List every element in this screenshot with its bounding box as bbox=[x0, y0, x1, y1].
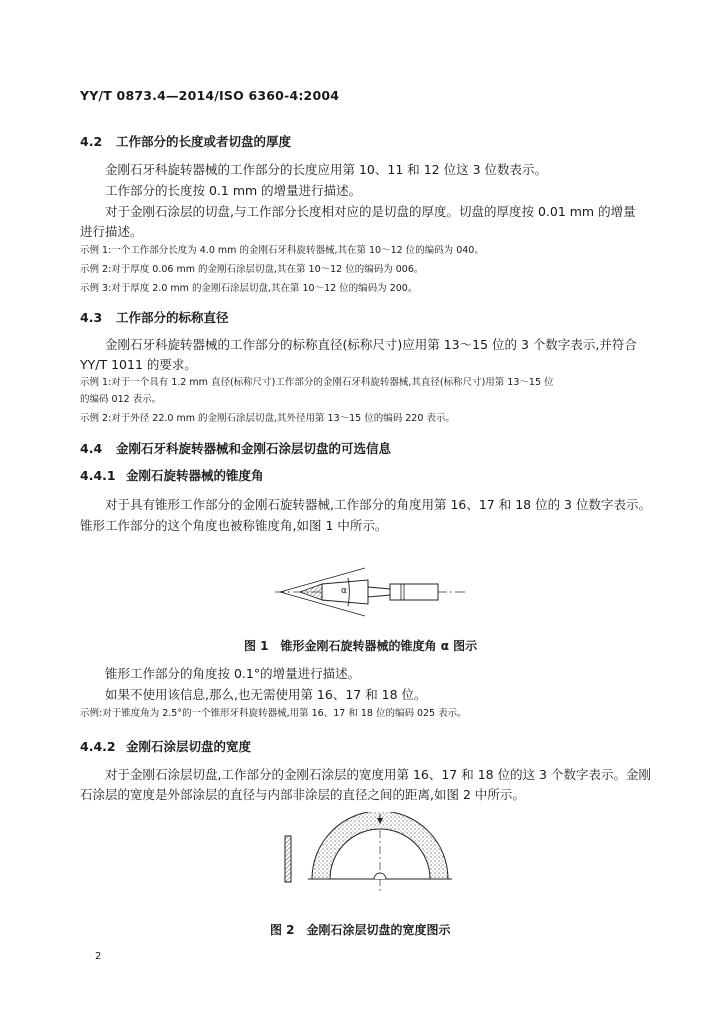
section-4-4-2-heading bbox=[80, 737, 251, 755]
section-number: 4.2 bbox=[80, 134, 103, 149]
paragraph: 金刚石牙科旋转器械的工作部分的长度应用第 10、11 和 12 位这 3 位数表示。 bbox=[105, 162, 548, 177]
paragraph-continuation: 进行描述。 bbox=[80, 224, 143, 239]
document-header: YY/T 0873.4—2014/ISO 6360-4:2004 bbox=[80, 88, 340, 103]
page-number: 2 bbox=[95, 951, 102, 962]
figure-2-coated-disc bbox=[270, 812, 470, 902]
section-4-2-heading bbox=[80, 132, 291, 150]
example-2: 示例 2:对于厚度 0.06 mm 的金刚石涂层切盘,其在第 10～12 位的编码为 006。 bbox=[80, 264, 424, 275]
paragraph-continuation: 锥形工作部分的这个角度也被称锥度角,如图 1 中所示。 bbox=[80, 518, 388, 533]
example-1: 示例 1:一个工作部分长度为 4.0 mm 的金刚石牙科旋转器械,其在第 10～12 位的编码为 040。 bbox=[80, 245, 484, 256]
example-1: 示例 1:对于一个具有 1.2 mm 直径(标称尺寸)工作部分的金刚石牙科旋转器械,其直径(标称尺寸)用第 13～15 位 bbox=[80, 377, 554, 388]
section-title: 工作部分的标称直径 bbox=[116, 310, 229, 325]
example-1-continuation: 的编码 012 表示。 bbox=[80, 394, 162, 405]
section-title: 金刚石牙科旋转器械和金刚石涂层切盘的可选信息 bbox=[116, 441, 392, 456]
example-2: 示例 2:对于外径 22.0 mm 的金刚石涂层切盘,其外径用第 13～15 位的编码 220 表示。 bbox=[80, 413, 455, 424]
paragraph: 如果不使用该信息,那么,也无需使用第 16、17 和 18 位。 bbox=[105, 687, 427, 702]
paragraph-continuation: YY/T 1011 的要求。 bbox=[80, 357, 197, 372]
section-number: 4.4 bbox=[80, 441, 103, 456]
section-number: 4.4.2 bbox=[80, 739, 116, 754]
section-4-3-heading bbox=[80, 308, 229, 326]
paragraph: 工作部分的长度按 0.1 mm 的增量进行描述。 bbox=[105, 183, 362, 198]
section-number: 4.3 bbox=[80, 310, 103, 325]
example: 示例:对于锥度角为 2.5°的一个锥形牙科旋转器械,用第 16、17 和 18 位的编码 025 表示。 bbox=[80, 708, 467, 719]
paragraph: 对于金刚石涂层的切盘,与工作部分长度相对应的是切盘的厚度。切盘的厚度按 0.01 mm 的增量 bbox=[105, 204, 636, 219]
paragraph: 锥形工作部分的角度按 0.1°的增量进行描述。 bbox=[105, 666, 361, 681]
paragraph-continuation: 石涂层的宽度是外部涂层的直径与内部非涂层的直径之间的距离,如图 2 中所示。 bbox=[80, 787, 525, 802]
section-4-4-heading bbox=[80, 439, 391, 457]
section-4-4-1-heading bbox=[80, 466, 264, 484]
paragraph: 对于金刚石涂层切盘,工作部分的金刚石涂层的宽度用第 16、17 和 18 位的这 3 个数字表示。金刚 bbox=[105, 767, 651, 782]
section-title: 工作部分的长度或者切盘的厚度 bbox=[116, 134, 292, 149]
paragraph: 对于具有锥形工作部分的金刚石旋转器械,工作部分的角度用第 16、17 和 18 位的 3 位数字表示。 bbox=[105, 497, 651, 512]
section-title: 金刚石涂层切盘的宽度 bbox=[126, 739, 252, 754]
figure-1-tapered-instrument bbox=[270, 550, 470, 630]
figure-1-alpha-label: α bbox=[341, 586, 347, 596]
figure-2-caption: 图 2 金刚石涂层切盘的宽度图示 bbox=[270, 923, 451, 937]
section-number: 4.4.1 bbox=[80, 468, 116, 483]
paragraph: 金刚石牙科旋转器械的工作部分的标称直径(标称尺寸)应用第 13～15 位的 3 个数字表示,并符合 bbox=[105, 337, 637, 352]
section-title: 金刚石旋转器械的锥度角 bbox=[126, 468, 264, 483]
example-3: 示例 3:对于厚度 2.0 mm 的金刚石涂层切盘,其在第 10～12 位的编码为 200。 bbox=[80, 283, 418, 294]
figure-1-caption: 图 1 锥形金刚石旋转器械的锥度角 α 图示 bbox=[244, 639, 478, 653]
